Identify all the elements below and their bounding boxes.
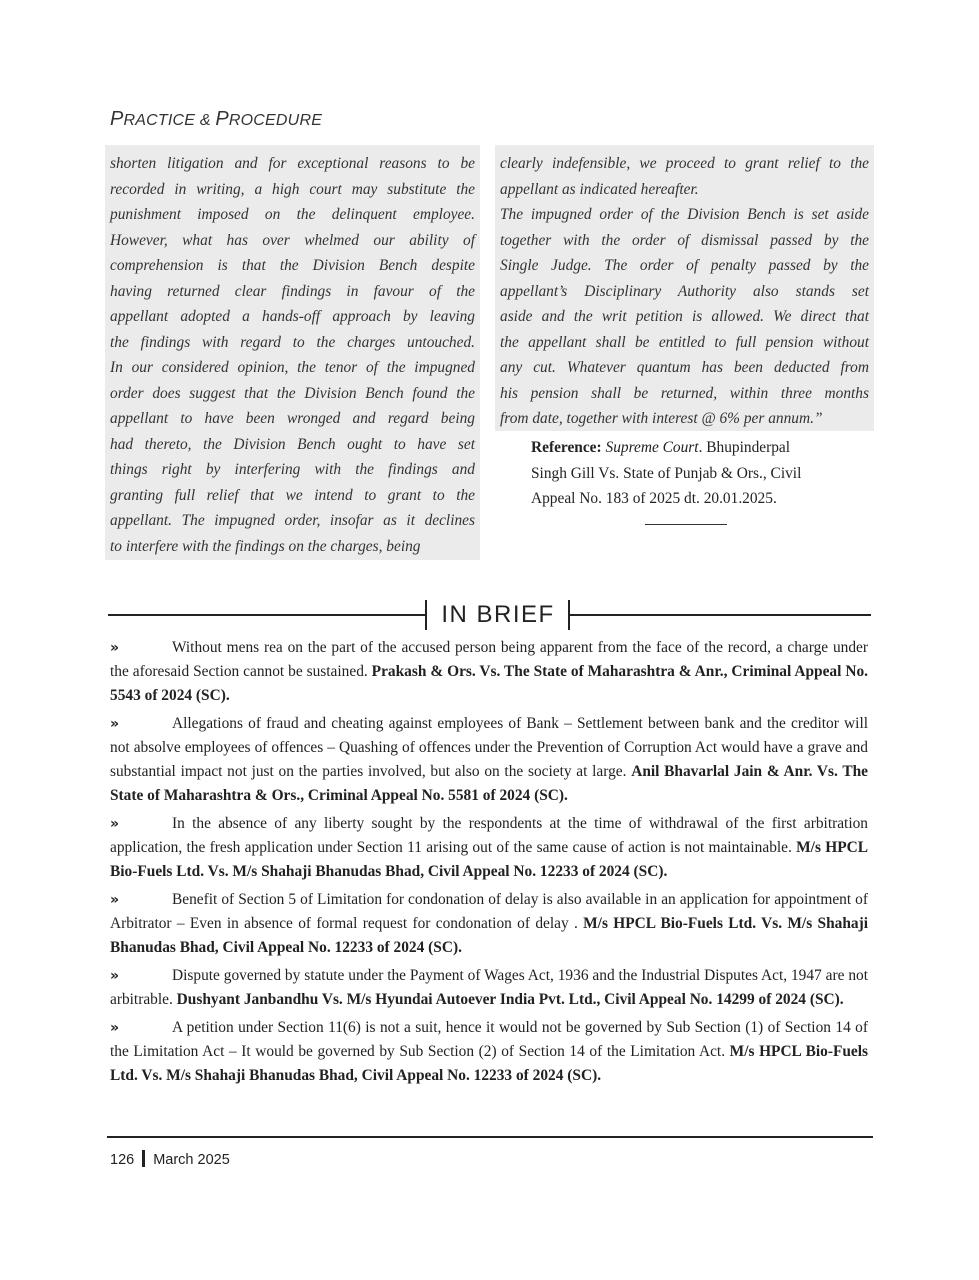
double-chevron-icon: » [110,892,120,908]
double-chevron-icon: » [110,816,120,832]
quote-line: the appellant shall be entitled to full pension without [500,333,869,351]
in-brief-citation: M/s HPCL Bio-Fuels Ltd. Vs. M/s Shahaji Bhanudas Bhad, Civil Appeal No. 12233 of 2024 (SC). [110,839,868,880]
quote-line: aside and the writ petition is allowed. We direct that [500,308,869,325]
double-chevron-icon: » [110,716,120,732]
in-brief-list [110,636,868,1092]
in-brief-text: Allegations of fraud and cheating against employees of Bank – Settlement between bank and the creditor will not absolve employees of offences – Quashing of offences under the Prevention of Corruption Act would have a grave and substantial impact not just on the parties involved, but also on the society at large. [110,715,868,780]
quote-column-right [495,145,874,431]
quote-line: the findings with regard to the charges untouched. [110,333,475,351]
in-brief-item [110,1016,868,1088]
in-brief-text: In the absence of any liberty sought by the respondents at the time of withdrawal of the first arbitration application, the fresh application under Section 11 arising out of the same cause of action is not maintainable. [110,815,868,856]
in-brief-title: IN BRIEF [441,601,555,628]
quote-line: However, what has over whelmed our ability of [110,231,475,249]
quote-line: having returned clear findings in favour of the [110,282,475,300]
section-heading: PRACTICE & PROCEDURE [110,108,323,130]
quote-line: things right by interfering with the findings and [110,461,475,478]
in-brief-text: Dispute governed by statute under the Payment of Wages Act, 1936 and the Industrial Disputes Act, 1947 are not arbitrable. [110,967,868,1008]
quote-line: had thereto, the Division Bench ought to have set [110,435,475,453]
quote-line: recorded in writing, a high court may substitute the [110,180,475,198]
in-brief-text: A petition under Section 11(6) is not a suit, hence it would not be governed by Sub Section (1) of Section 14 of the Limitation Act – It would be governed by Sub Section (2) of Section 14 of the Limitation Act. [110,1019,868,1060]
double-chevron-icon: » [110,968,120,984]
footer-separator [142,1150,145,1167]
quote-line: clearly indefensible, we proceed to grant relief to the [500,155,869,172]
quote-line: comprehension is that the Division Bench despite [110,257,475,274]
quote-line: from date, together with interest @ 6% per annum.” [500,410,823,427]
in-brief-citation: Anil Bhavarlal Jain & Anr. Vs. The State of Maharashtra & Ors., Criminal Appeal No. 5581 of 2024 (SC). [110,763,868,804]
quote-line: Single Judge. The order of penalty passed by the [500,257,869,274]
quote-line: punishment imposed on the delinquent employee. [110,206,475,223]
quote-line: shorten litigation and for exceptional reasons to be [110,155,475,172]
quote-line: appellant’s Disciplinary Authority also stands set [500,282,869,300]
issue-date: March 2025 [153,1152,230,1168]
page-footer [110,1150,230,1168]
quote-line: In our considered opinion, the tenor of the impugned [110,359,475,376]
quote-column-left [105,145,480,560]
reference: Reference: Supreme Court. Bhupinderpal Singh Gill Vs. State of Punjab & Ors., Civil Appeal No. 183 of 2025 dt. 20.01.2025. [531,439,802,507]
reference-divider [645,524,727,525]
page-number: 126 [110,1152,135,1168]
quote-line: appellant. The impugned order, insofar as it declines [110,512,475,529]
double-chevron-icon: » [110,640,120,656]
in-brief-item [110,888,868,960]
quote-line: his pension shall be returned, within three months [500,384,869,402]
in-brief-item [110,712,868,808]
quote-line: appellant adopted a hands-off approach by leaving [110,308,475,325]
in-brief-citation: M/s HPCL Bio-Fuels Ltd. Vs. M/s Shahaji Bhanudas Bhad, Civil Appeal No. 12233 of 2024 (SC). [110,915,868,956]
reference-court: Supreme Court [605,439,699,456]
in-brief-item [110,636,868,708]
quote-line: granting full relief that we intend to grant to the [110,486,475,504]
quote-line: any cut. Whatever quantum has been deducted from [500,359,869,376]
reference-label: Reference: [531,439,602,456]
double-chevron-icon: » [110,1020,120,1036]
quote-line: The impugned order of the Division Bench is set aside [500,206,869,223]
in-brief-citation: Dushyant Janbandhu Vs. M/s Hyundai Autoever India Pvt. Ltd., Civil Appeal No. 14299 of 2024 (SC). [176,991,844,1008]
quote-line: appellant to have been wronged and regard being [110,410,475,427]
in-brief-text: Benefit of Section 5 of Limitation for condonation of delay is also available in an application for appointment of Arbitrator – Even in absence of formal request for condonation of delay . [110,891,868,932]
in-brief-citation: M/s HPCL Bio-Fuels Ltd. Vs. M/s Shahaji Bhanudas Bhad, Civil Appeal No. 12233 of 2024 (SC). [110,1043,868,1084]
quote-line: to interfere with the findings on the charges, being [110,537,421,555]
quote-line: appellant as indicated hereafter. [500,180,699,198]
footer-rule [107,1136,873,1138]
in-brief-item [110,964,868,1012]
in-brief-bar-left [425,600,427,630]
quote-line: order does suggest that the Division Bench found the [110,384,475,402]
in-brief-text: Without mens rea on the part of the accused person being apparent from the face of the record, a charge under the aforesaid Section cannot be sustained. [110,639,868,680]
in-brief-item [110,812,868,884]
in-brief-rule-right [570,614,871,616]
quote-line: together with the order of dismissal passed by the [500,231,869,249]
in-brief-rule-left [108,614,425,616]
in-brief-citation: Prakash & Ors. Vs. The State of Maharashtra & Anr., Criminal Appeal No. 5543 of 2024 (SC). [110,663,868,704]
